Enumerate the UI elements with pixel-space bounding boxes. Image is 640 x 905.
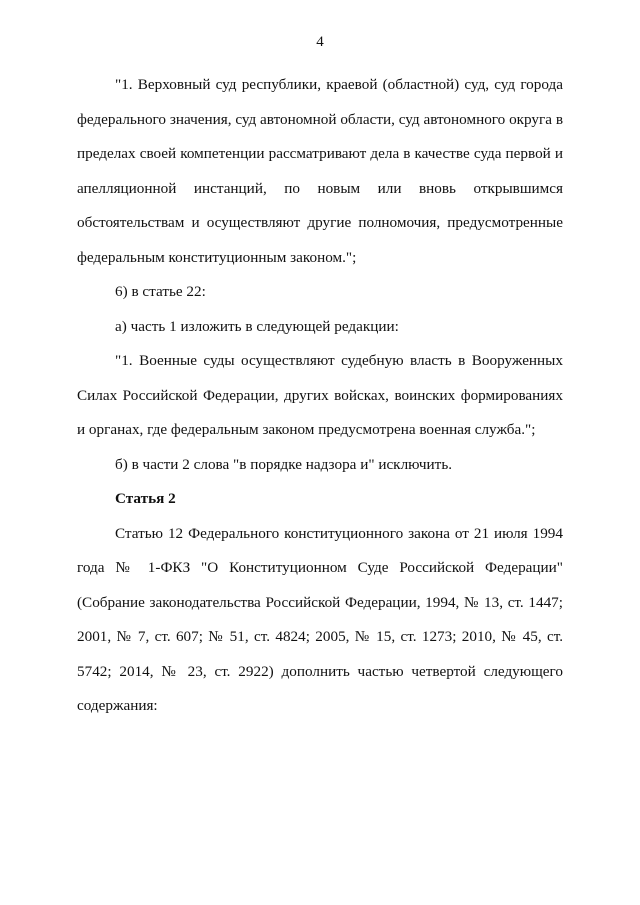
paragraph-supreme-court-clause: "1. Верховный суд республики, краевой (областной) суд, суд города федерального значения, суд автономной области, суд автономного округа в пределах своей компетенции рассматривают дела в качестве суда первой и апелляционной инстанций, по новым или вновь открывшимся обстоятельствам и осуществляют другие полномочия, предусмотренные федеральным конституционным законом."; — [77, 76, 563, 266]
page-number: 4 — [316, 34, 324, 50]
paragraph-military-courts-clause: "1. Военные суды осуществляют судебную власть в Вооруженных Силах Российской Федерации, других войсках, воинских формированиях и органах, где федеральным законом предусмотрена военная служба."; — [77, 352, 563, 438]
paragraph-item-6: 6) в статье 22: — [115, 283, 206, 300]
document-body — [77, 68, 563, 724]
paragraph-subitem-b: б) в части 2 слова "в порядке надзора и" исключить. — [115, 455, 453, 473]
paragraph-article-12-amendment: Статью 12 Федерального конституционного закона от 21 июля 1994 года № 1-ФКЗ "О Конституционном Суде Российской Федерации" (Собрание законодательства Российской Федерации, 1994, № 13, ст. 1447; 2001, № 7, ст. 607; № 51, ст. 4824; 2005, № 15, ст. 1273; 2010, № 45, ст. 5742; 2014, № 23, ст. 2922) дополнить частью четвертой следующего содержания: — [77, 524, 563, 714]
paragraph-subitem-a: а) часть 1 изложить в следующей редакции: — [115, 317, 399, 335]
article-2-heading: Статья 2 — [115, 490, 176, 507]
